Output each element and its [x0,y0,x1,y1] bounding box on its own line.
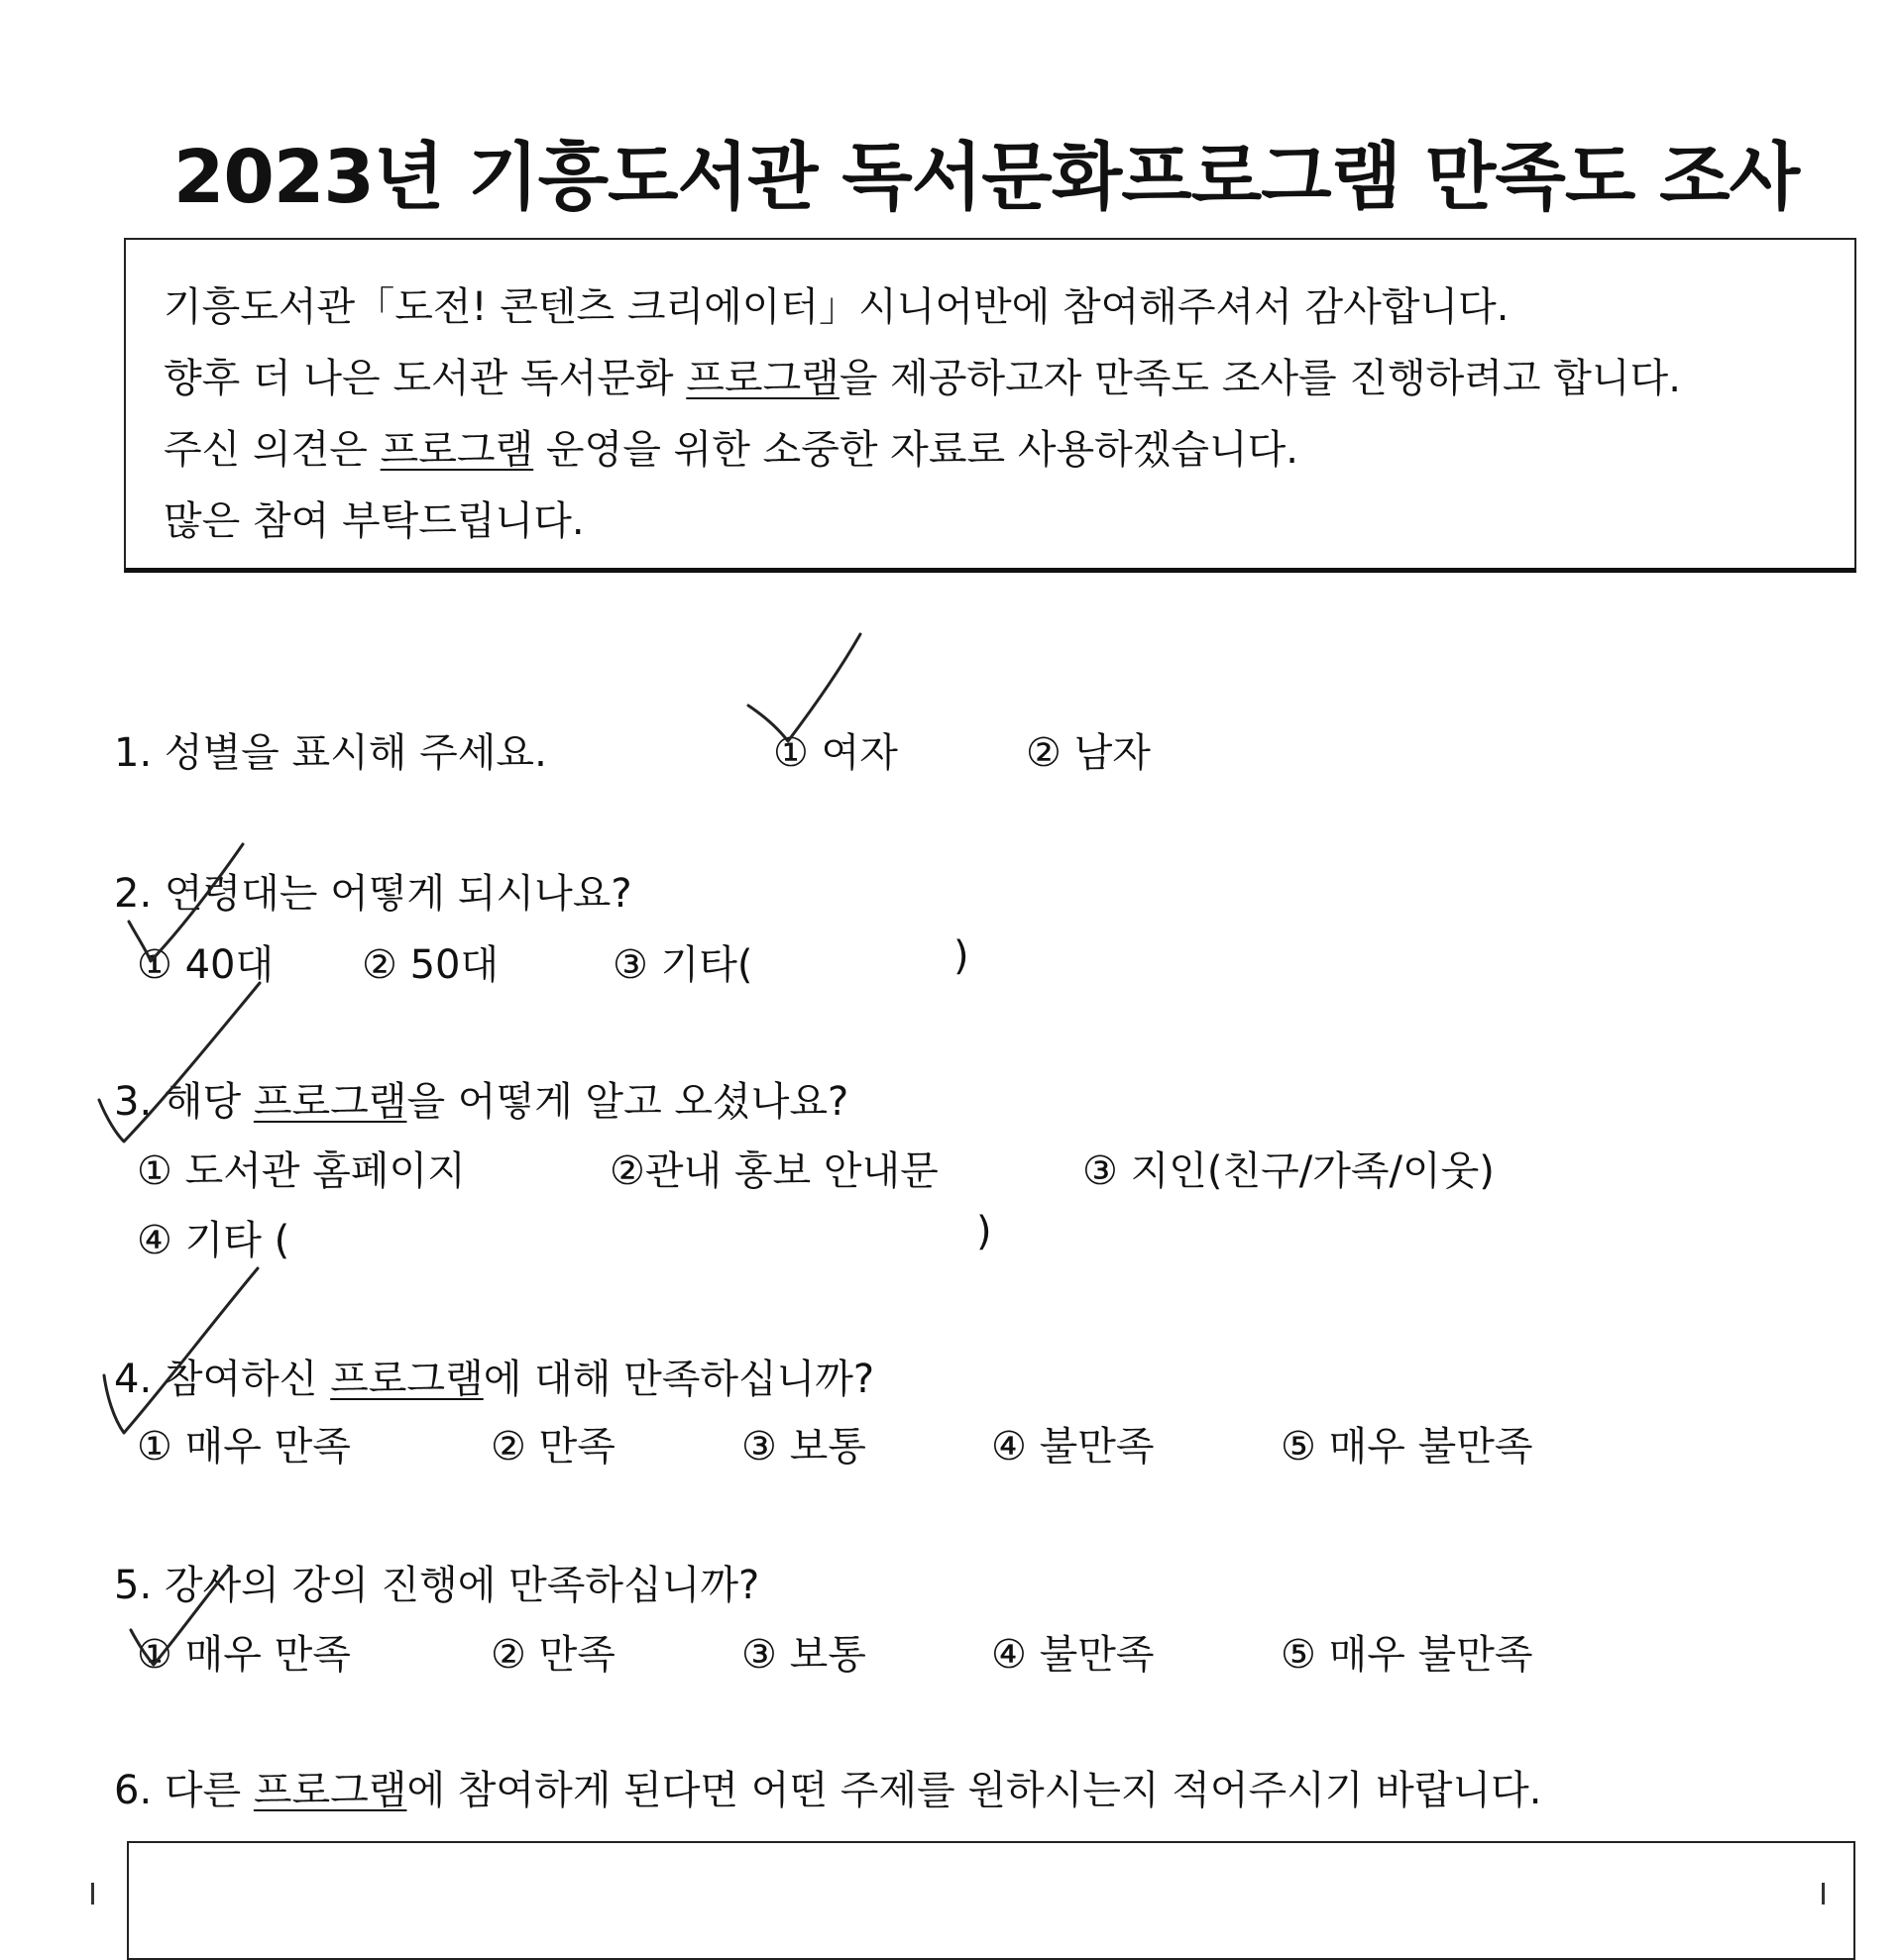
q4-option-very-satisfied[interactable]: ① 매우 만족 [137,1424,351,1470]
q3-option-homepage[interactable]: ① 도서관 홈페이지 [137,1148,466,1194]
survey-title: 2023년 기흥도서관 독서문화프로그램 만족도 조사 [172,135,1800,220]
q3-option-acquaintance[interactable]: ③ 지인(친구/가족/이웃) [1082,1148,1495,1194]
question-1: 1. 성별을 표시해 주세요. [114,730,547,776]
q4-option-satisfied[interactable]: ② 만족 [491,1424,616,1470]
question-3: 3. 해당 프로그램을 어떻게 알고 오셨나요? [114,1079,849,1125]
intro-line-4: 많은 참여 부탁드립니다. [164,498,585,544]
page-margin-mark-right [1822,1883,1825,1905]
page-margin-mark-left [91,1883,94,1905]
q2-other-close-paren: ) [953,933,969,979]
q3-option-other[interactable]: ④ 기타 ( [137,1218,290,1263]
intro-line-1: 기흥도서관「도전! 콘텐츠 크리에이터」시니어반에 참여해주셔서 감사합니다. [164,284,1510,330]
question-5: 5. 강사의 강의 진행에 만족하십니까? [114,1563,760,1608]
q4-option-dissatisfied[interactable]: ④ 불만족 [991,1424,1155,1470]
intro-line-3: 주신 의견은 프로그램 운영을 위한 소중한 자료로 사용하겠습니다. [164,427,1299,473]
q2-option-50s[interactable]: ② 50대 [362,942,500,988]
q3-other-close-paren: ) [976,1209,992,1254]
q4-option-neutral[interactable]: ③ 보통 [741,1424,866,1470]
q1-option-female[interactable]: ① 여자 [773,730,898,776]
intro-line-2: 향후 더 나은 도서관 독서문화 프로그램을 제공하고자 만족도 조사를 진행하려고 합니다. [164,356,1681,401]
q1-option-male[interactable]: ② 남자 [1026,730,1151,776]
question-6: 6. 다른 프로그램에 참여하게 된다면 어떤 주제를 원하시는지 적어주시기 바랍니다. [114,1768,1542,1813]
q5-option-dissatisfied[interactable]: ④ 불만족 [991,1632,1155,1678]
q5-option-satisfied[interactable]: ② 만족 [491,1632,616,1678]
question-4: 4. 참여하신 프로그램에 대해 만족하십니까? [114,1357,875,1402]
q2-option-40s[interactable]: ① 40대 [137,942,275,988]
q5-option-very-satisfied[interactable]: ① 매우 만족 [137,1632,351,1678]
question-2: 2. 연령대는 어떻게 되시나요? [114,871,632,917]
q5-option-very-dissatisfied[interactable]: ⑤ 매우 불만족 [1281,1632,1533,1678]
q5-option-neutral[interactable]: ③ 보통 [741,1632,866,1678]
q2-option-other[interactable]: ③ 기타( [613,942,753,988]
q4-option-very-dissatisfied[interactable]: ⑤ 매우 불만족 [1281,1424,1533,1470]
q3-option-notice[interactable]: ②관내 홍보 안내문 [610,1148,939,1194]
q6-answer-box[interactable] [127,1841,1855,1960]
